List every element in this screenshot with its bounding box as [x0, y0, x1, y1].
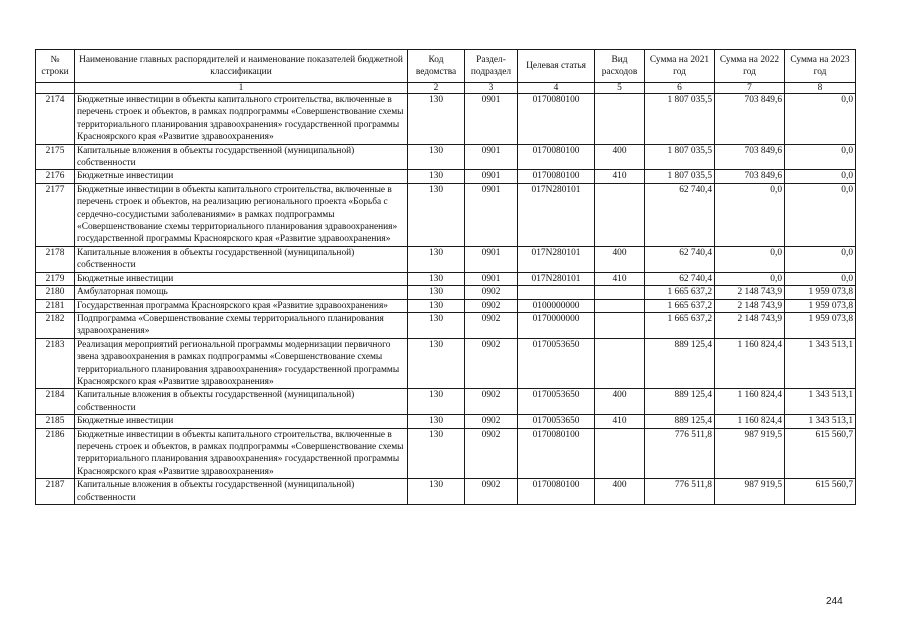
- row-number: 2175: [36, 144, 75, 170]
- sum-2022: 1 160 824,4: [715, 389, 785, 415]
- target-article: 017N280101: [518, 183, 595, 246]
- target-article: 0170053650: [518, 389, 595, 415]
- target-article: 017N280101: [518, 272, 595, 285]
- target-article: 0170080100: [518, 94, 595, 145]
- table-row: [36, 338, 856, 389]
- sum-2023: 1 959 073,8: [785, 286, 856, 299]
- section-code: 0901: [465, 272, 518, 285]
- section-code: 0902: [465, 479, 518, 505]
- sum-2021: 776 511,8: [645, 428, 715, 479]
- department-code: 130: [408, 389, 465, 415]
- sum-2021: 776 511,8: [645, 479, 715, 505]
- table-row: [36, 286, 856, 299]
- target-article: 0170080100: [518, 479, 595, 505]
- row-number: 2177: [36, 183, 75, 246]
- expense-type: 400: [595, 144, 645, 170]
- row-number: 2176: [36, 170, 75, 183]
- expense-type: [595, 312, 645, 338]
- sum-2022: 1 160 824,4: [715, 338, 785, 389]
- row-name: Амбулаторная помощь: [75, 286, 408, 299]
- expense-type: [595, 299, 645, 312]
- header-section: Раздел-подраздел: [465, 50, 518, 83]
- sum-2021: 1 665 637,2: [645, 299, 715, 312]
- sum-2022: 703 849,6: [715, 144, 785, 170]
- expense-type: 400: [595, 246, 645, 272]
- table-row: [36, 415, 856, 428]
- department-code: 130: [408, 312, 465, 338]
- sum-2022: 703 849,6: [715, 94, 785, 145]
- expense-type: 400: [595, 479, 645, 505]
- department-code: 130: [408, 94, 465, 145]
- section-code: 0901: [465, 170, 518, 183]
- column-number: 1: [75, 83, 408, 94]
- target-article: 0170080100: [518, 170, 595, 183]
- page-number: 244: [826, 596, 843, 607]
- expense-type: 400: [595, 389, 645, 415]
- sum-2022: 2 148 743,9: [715, 286, 785, 299]
- sum-2021: 1 807 035,5: [645, 94, 715, 145]
- header-sum-2023: Сумма на 2023 год: [785, 50, 856, 83]
- section-code: 0901: [465, 183, 518, 246]
- department-code: 130: [408, 428, 465, 479]
- row-number: 2180: [36, 286, 75, 299]
- row-number: 2181: [36, 299, 75, 312]
- sum-2023: 1 343 513,1: [785, 415, 856, 428]
- department-code: 130: [408, 479, 465, 505]
- expense-type: 410: [595, 272, 645, 285]
- table-row: [36, 94, 856, 145]
- sum-2022: 2 148 743,9: [715, 312, 785, 338]
- department-code: 130: [408, 170, 465, 183]
- table-row: [36, 479, 856, 505]
- target-article: 0170053650: [518, 338, 595, 389]
- section-code: 0902: [465, 428, 518, 479]
- row-name: Бюджетные инвестиции в объекты капитального строительства, включенные в перечень строек и объектов, в рамках подпрограммы «Совершенствование схемы территориального планирования здравоохранения» государственной программы Красноярского края «Развитие здравоохранения»: [75, 428, 408, 479]
- sum-2022: 703 849,6: [715, 170, 785, 183]
- sum-2021: 62 740,4: [645, 183, 715, 246]
- header-department-code: Код ведомства: [408, 50, 465, 83]
- sum-2022: 0,0: [715, 183, 785, 246]
- expense-type: [595, 286, 645, 299]
- sum-2021: 62 740,4: [645, 246, 715, 272]
- table-row: [36, 389, 856, 415]
- section-code: 0902: [465, 389, 518, 415]
- expense-type: 410: [595, 170, 645, 183]
- sum-2021: 1 807 035,5: [645, 144, 715, 170]
- header-target-article: Целевая статья: [518, 50, 595, 83]
- row-number: 2183: [36, 338, 75, 389]
- row-name: Бюджетные инвестиции в объекты капитального строительства, включенные в перечень строек и объектов, в рамках подпрограммы «Совершенствование схемы территориального планирования здравоохранения» государственной программы Красноярского края «Развитие здравоохранения»: [75, 94, 408, 145]
- row-number: 2184: [36, 389, 75, 415]
- department-code: 130: [408, 338, 465, 389]
- row-number: 2178: [36, 246, 75, 272]
- target-article: 0170000000: [518, 312, 595, 338]
- table-row: [36, 428, 856, 479]
- expense-type: 410: [595, 415, 645, 428]
- sum-2023: 0,0: [785, 144, 856, 170]
- table-row: [36, 183, 856, 246]
- header-sum-2021: Сумма на 2021 год: [645, 50, 715, 83]
- table-header: [36, 50, 856, 94]
- section-code: 0902: [465, 338, 518, 389]
- sum-2021: 1 807 035,5: [645, 170, 715, 183]
- section-code: 0901: [465, 246, 518, 272]
- target-article: [518, 286, 595, 299]
- sum-2022: 987 919,5: [715, 479, 785, 505]
- sum-2021: 1 665 637,2: [645, 312, 715, 338]
- target-article: 0170053650: [518, 415, 595, 428]
- sum-2023: 0,0: [785, 272, 856, 285]
- column-number: [36, 83, 75, 94]
- target-article: 017N280101: [518, 246, 595, 272]
- sum-2021: 62 740,4: [645, 272, 715, 285]
- expense-type: [595, 428, 645, 479]
- sum-2022: 1 160 824,4: [715, 415, 785, 428]
- column-number: 7: [715, 83, 785, 94]
- sum-2021: 889 125,4: [645, 415, 715, 428]
- column-number: 2: [408, 83, 465, 94]
- sum-2023: 1 959 073,8: [785, 299, 856, 312]
- table-body: [36, 94, 856, 505]
- sum-2021: 889 125,4: [645, 338, 715, 389]
- section-code: 0902: [465, 286, 518, 299]
- header-expense-type: Вид расходов: [595, 50, 645, 83]
- row-number: 2179: [36, 272, 75, 285]
- target-article: 0170080100: [518, 144, 595, 170]
- row-number: 2187: [36, 479, 75, 505]
- section-code: 0901: [465, 144, 518, 170]
- sum-2023: 615 560,7: [785, 479, 856, 505]
- department-code: 130: [408, 286, 465, 299]
- table-row: [36, 144, 856, 170]
- budget-table: [35, 49, 856, 505]
- column-number: 4: [518, 83, 595, 94]
- section-code: 0902: [465, 299, 518, 312]
- expense-type: [595, 183, 645, 246]
- sum-2022: 0,0: [715, 272, 785, 285]
- department-code: 130: [408, 183, 465, 246]
- row-name: Государственная программа Красноярского края «Развитие здравоохранения»: [75, 299, 408, 312]
- table-row: [36, 299, 856, 312]
- department-code: 130: [408, 415, 465, 428]
- table-row: [36, 272, 856, 285]
- table-row: [36, 312, 856, 338]
- target-article: 0100000000: [518, 299, 595, 312]
- sum-2023: 0,0: [785, 170, 856, 183]
- sum-2023: 0,0: [785, 183, 856, 246]
- department-code: 130: [408, 144, 465, 170]
- sum-2021: 889 125,4: [645, 389, 715, 415]
- row-number: 2182: [36, 312, 75, 338]
- row-name: Реализация мероприятий региональной программы модернизации первичного звена здравоохранения в рамках подпрограммы «Совершенствование схемы территориального планирования здравоохранения» государственной программы Красноярского края «Развитие здравоохранения»: [75, 338, 408, 389]
- row-name: Бюджетные инвестиции: [75, 170, 408, 183]
- row-number: 2174: [36, 94, 75, 145]
- section-code: 0901: [465, 94, 518, 145]
- sum-2022: 0,0: [715, 246, 785, 272]
- sum-2023: 1 959 073,8: [785, 312, 856, 338]
- row-name: Бюджетные инвестиции в объекты капитального строительства, включенные в перечень строек и объектов, на реализацию регионального проекта «Борьба с сердечно-сосудистыми заболеваниями» в рамках подпрограммы «Совершенствование схемы территориального планирования здравоохранения» государственной программы Красноярского края «Развитие здравоохранения»: [75, 183, 408, 246]
- expense-type: [595, 94, 645, 145]
- section-code: 0902: [465, 415, 518, 428]
- row-name: Подпрограмма «Совершенствование схемы территориального планирования здравоохранения»: [75, 312, 408, 338]
- row-name: Капитальные вложения в объекты государственной (муниципальной) собственности: [75, 479, 408, 505]
- row-name: Бюджетные инвестиции: [75, 272, 408, 285]
- row-number: 2186: [36, 428, 75, 479]
- column-number: 5: [595, 83, 645, 94]
- table-row: [36, 246, 856, 272]
- budget-table-page: [35, 49, 855, 505]
- sum-2022: 2 148 743,9: [715, 299, 785, 312]
- row-name: Капитальные вложения в объекты государственной (муниципальной) собственности: [75, 389, 408, 415]
- department-code: 130: [408, 272, 465, 285]
- table-row: [36, 170, 856, 183]
- column-number: 3: [465, 83, 518, 94]
- sum-2023: 1 343 513,1: [785, 338, 856, 389]
- header-name: Наименование главных распорядителей и наименование показателей бюджетной классификации: [75, 50, 408, 83]
- row-name: Капитальные вложения в объекты государственной (муниципальной) собственности: [75, 246, 408, 272]
- sum-2021: 1 665 637,2: [645, 286, 715, 299]
- sum-2023: 0,0: [785, 246, 856, 272]
- row-number: 2185: [36, 415, 75, 428]
- header-sum-2022: Сумма на 2022 год: [715, 50, 785, 83]
- sum-2023: 615 560,7: [785, 428, 856, 479]
- row-name: Капитальные вложения в объекты государственной (муниципальной) собственности: [75, 144, 408, 170]
- column-number: 8: [785, 83, 856, 94]
- sum-2022: 987 919,5: [715, 428, 785, 479]
- header-row-number: № строки: [36, 50, 75, 83]
- department-code: 130: [408, 246, 465, 272]
- sum-2023: 1 343 513,1: [785, 389, 856, 415]
- target-article: 0170080100: [518, 428, 595, 479]
- department-code: 130: [408, 299, 465, 312]
- section-code: 0902: [465, 312, 518, 338]
- row-name: Бюджетные инвестиции: [75, 415, 408, 428]
- expense-type: [595, 338, 645, 389]
- column-number: 6: [645, 83, 715, 94]
- sum-2023: 0,0: [785, 94, 856, 145]
